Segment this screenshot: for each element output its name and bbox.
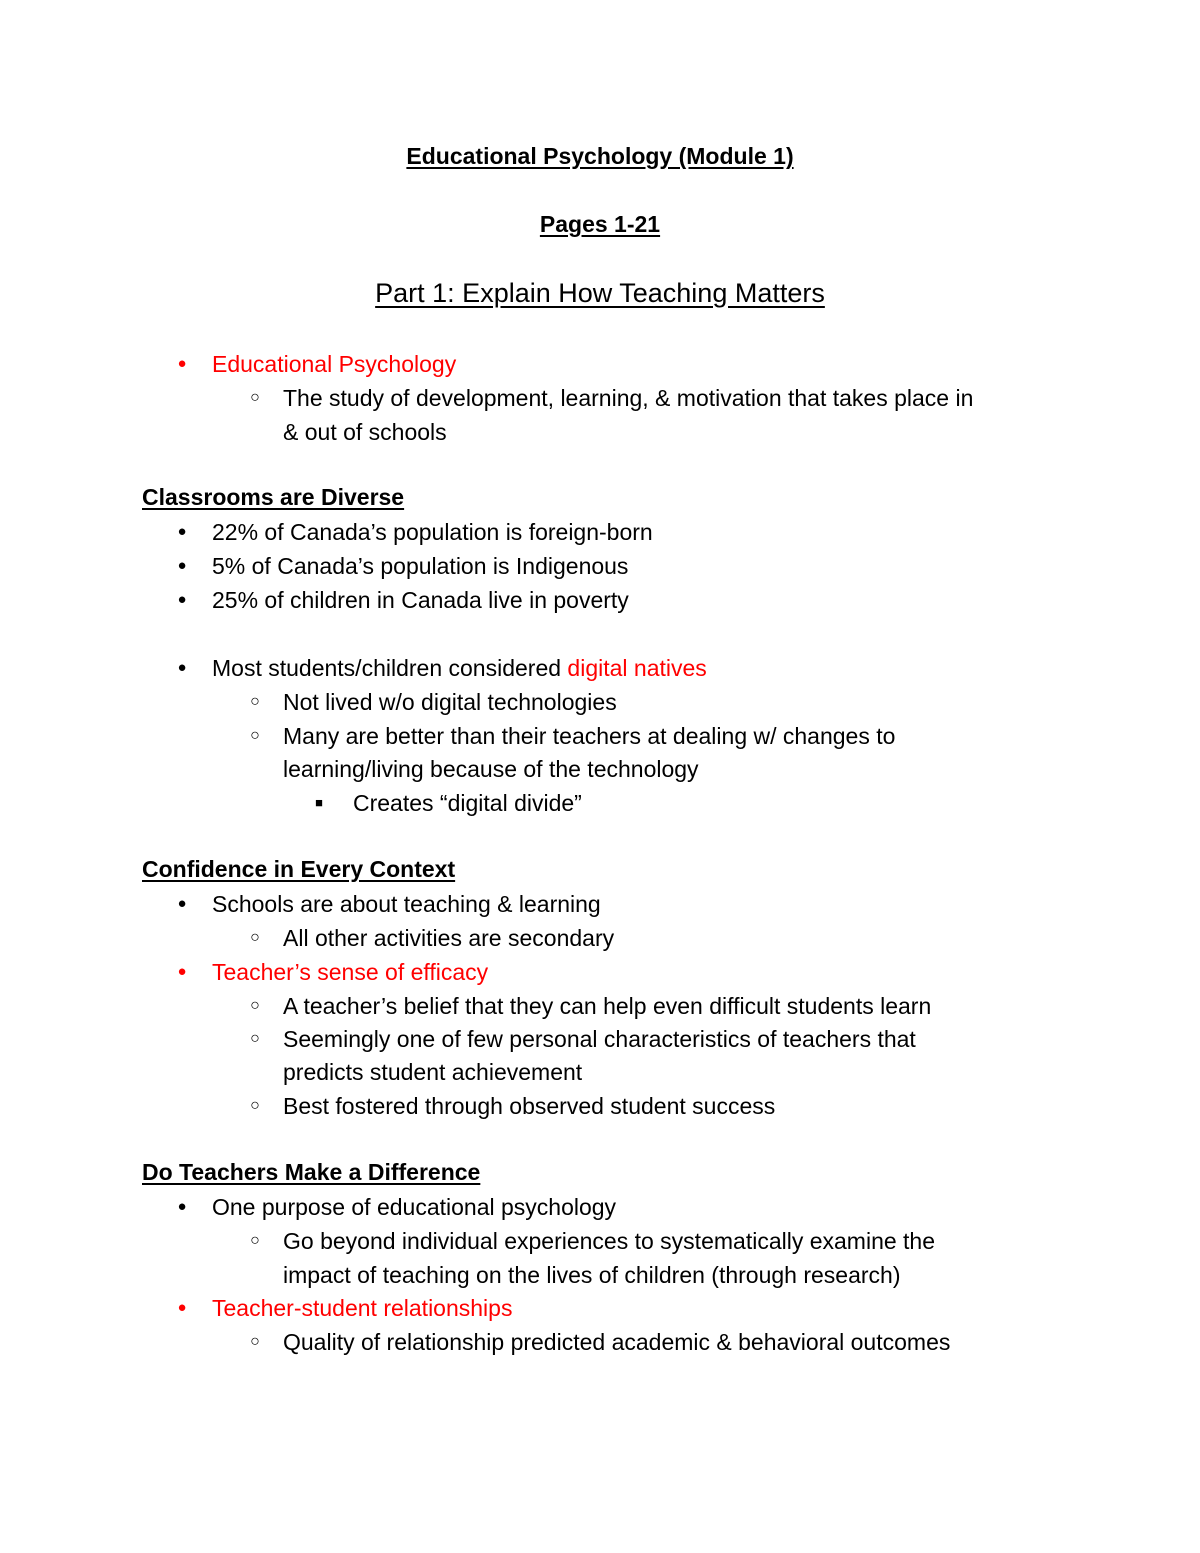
sub-item-continued: predicts student achievement	[283, 1059, 583, 1085]
list-item: One purpose of educational psychology	[212, 1194, 617, 1220]
sub-item-continued: learning/living because of the technology	[283, 756, 699, 782]
list-item-digital-natives	[212, 654, 707, 682]
part-title: Part 1: Explain How Teaching Matters	[375, 278, 825, 308]
circle-bullet-icon: ○	[250, 693, 260, 710]
term-teacher-student-relationships: Teacher-student relationships	[212, 1295, 513, 1321]
sub-item: Many are better than their teachers at dealing w/ changes to	[283, 723, 896, 749]
sub-item: Seemingly one of few personal characteristics of teachers that	[283, 1026, 916, 1052]
section-heading-confidence: Confidence in Every Context	[142, 856, 456, 882]
list-item: Schools are about teaching & learning	[212, 891, 601, 917]
square-bullet-icon: ■	[315, 795, 323, 810]
bullet-icon: ●	[177, 591, 187, 608]
circle-bullet-icon: ○	[250, 1333, 260, 1350]
bullet-icon: ●	[177, 659, 187, 676]
circle-bullet-icon: ○	[250, 1097, 260, 1114]
definition-line-2: & out of schools	[283, 419, 447, 445]
digital-prefix: Most students/children considered	[212, 655, 568, 681]
section-heading-classrooms: Classrooms are Diverse	[142, 484, 405, 510]
bullet-icon: ●	[177, 557, 187, 574]
page-range: Pages 1-21	[539, 211, 661, 237]
term-digital-natives: digital natives	[567, 655, 707, 681]
bullet-icon: ●	[177, 1299, 187, 1316]
bullet-icon: ●	[177, 963, 187, 980]
sub-item: A teacher’s belief that they can help even difficult students learn	[283, 993, 932, 1019]
bullet-icon: ●	[177, 1198, 187, 1215]
circle-bullet-icon: ○	[250, 997, 260, 1014]
section-heading-difference: Do Teachers Make a Difference	[142, 1159, 481, 1185]
document-title: Educational Psychology (Module 1)	[406, 143, 794, 169]
sub-item: Quality of relationship predicted academic & behavioral outcomes	[283, 1329, 951, 1355]
sub-item: Best fostered through observed student success	[283, 1093, 776, 1119]
circle-bullet-icon: ○	[250, 1232, 260, 1249]
sub-item: All other activities are secondary	[283, 925, 615, 951]
list-item: 22% of Canada’s population is foreign-born	[212, 519, 653, 545]
bullet-icon: ●	[177, 895, 187, 912]
circle-bullet-icon: ○	[250, 727, 260, 744]
sub-item-continued: impact of teaching on the lives of children (through research)	[283, 1262, 901, 1288]
sub-item: Go beyond individual experiences to systematically examine the	[283, 1228, 936, 1254]
sub-item: Not lived w/o digital technologies	[283, 689, 617, 715]
list-item: 5% of Canada’s population is Indigenous	[212, 553, 629, 579]
list-item: 25% of children in Canada live in poverty	[212, 587, 629, 613]
circle-bullet-icon: ○	[250, 929, 260, 946]
term-educational-psychology: Educational Psychology	[212, 351, 457, 377]
bullet-icon: ●	[177, 355, 187, 372]
circle-bullet-icon: ○	[250, 389, 260, 406]
bullet-icon: ●	[177, 523, 187, 540]
term-teacher-efficacy: Teacher’s sense of efficacy	[212, 959, 489, 985]
sub-sub-item: Creates “digital divide”	[353, 790, 582, 816]
circle-bullet-icon: ○	[250, 1030, 260, 1047]
definition-line-1: The study of development, learning, & motivation that takes place in	[283, 385, 974, 411]
